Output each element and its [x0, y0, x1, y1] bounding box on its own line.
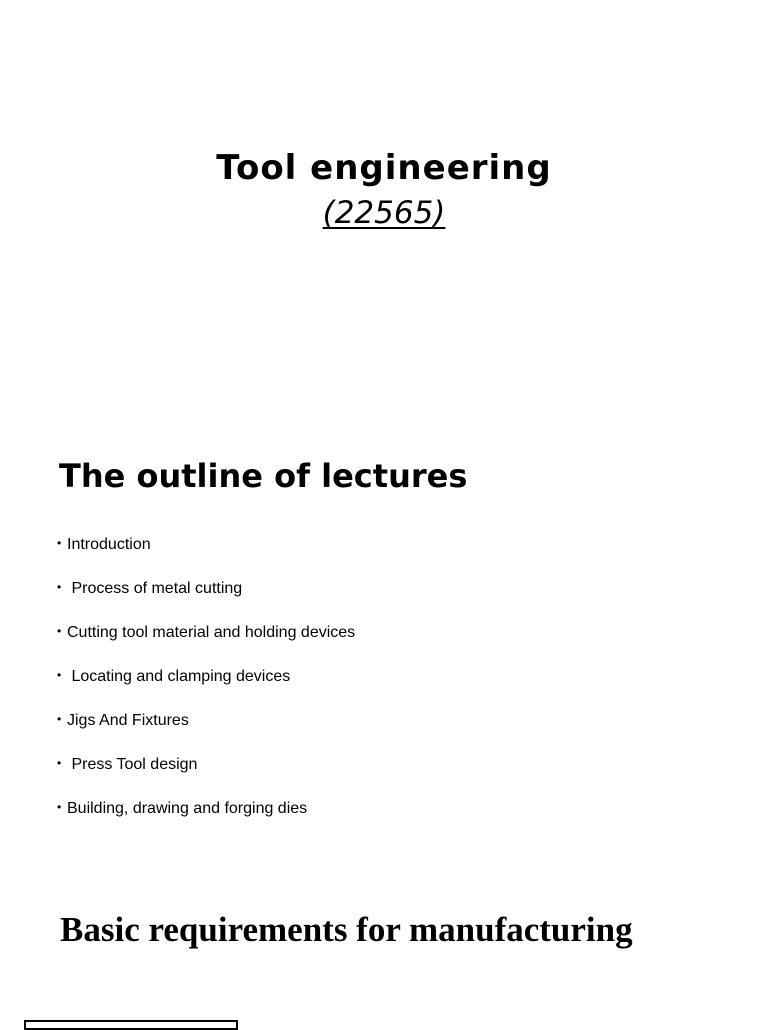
- bullet-icon: •: [57, 756, 62, 770]
- list-item: [57, 792, 355, 836]
- list-item: [57, 572, 355, 616]
- list-item-label: Building, drawing and forging dies: [67, 800, 308, 817]
- bullet-icon: •: [57, 800, 62, 814]
- list-item-label: Jigs And Fixtures: [67, 712, 189, 729]
- list-item: [57, 616, 355, 660]
- outline-list: [57, 528, 355, 836]
- course-code: [0, 193, 768, 233]
- list-item: [57, 528, 355, 572]
- course-code-text: (22565): [322, 195, 446, 231]
- section-heading: Basic requirements for manufacturing: [60, 910, 633, 949]
- bullet-icon: •: [57, 624, 62, 638]
- list-item-label: Press Tool design: [67, 756, 198, 773]
- list-item-label: Locating and clamping devices: [67, 668, 291, 685]
- document-title: Tool engineering: [216, 148, 552, 188]
- list-item-label: Process of metal cutting: [67, 580, 243, 597]
- list-item: [57, 660, 355, 704]
- bullet-icon: •: [57, 536, 62, 550]
- bullet-icon: •: [57, 668, 62, 682]
- list-item-label: Cutting tool material and holding devices: [67, 624, 356, 641]
- bottom-frame: [24, 1020, 238, 1030]
- bullet-icon: •: [57, 712, 62, 726]
- list-item-label: Introduction: [67, 536, 151, 553]
- outline-heading: The outline of lectures: [59, 457, 468, 495]
- list-item: [57, 704, 355, 748]
- list-item: [57, 748, 355, 792]
- bullet-icon: •: [57, 580, 62, 594]
